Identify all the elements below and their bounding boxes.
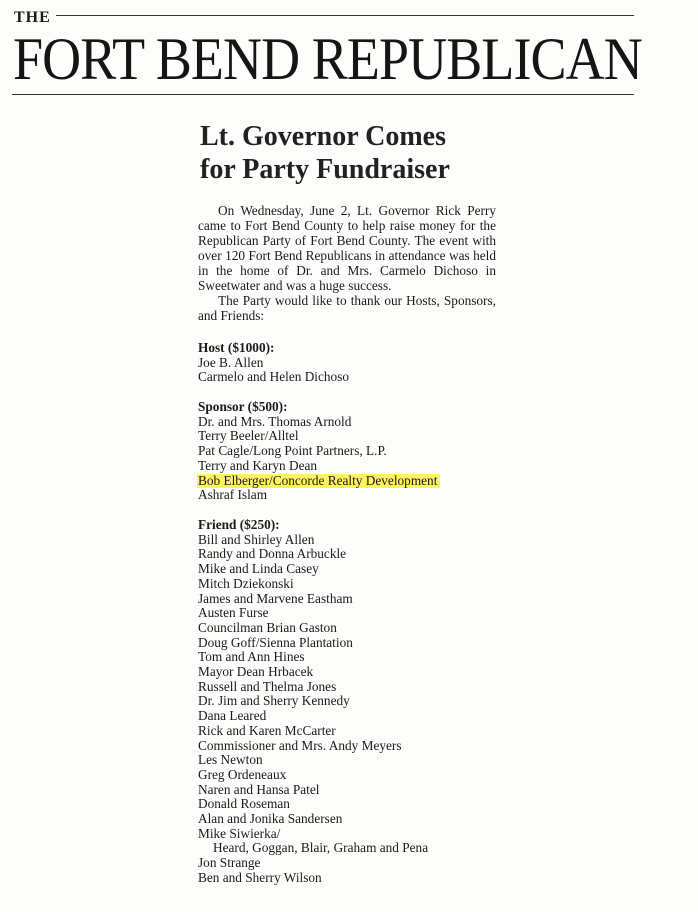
host-heading: Host ($1000): — [198, 340, 275, 355]
host-list — [198, 341, 498, 385]
friend-name: Doug Goff/Sienna Plantation — [198, 634, 353, 650]
highlighter-mark: Bob Elberger/Concorde Realty Development — [197, 474, 440, 489]
friend-name-continued: Heard, Goggan, Blair, Graham and Pena — [213, 840, 429, 856]
friend-name: Dr. Jim and Sherry Kennedy — [198, 693, 350, 709]
sponsor-name: Terry and Karyn Dean — [198, 457, 318, 473]
friend-name: Dana Leared — [198, 708, 267, 724]
friend-name: Mike Siwierka/ — [198, 825, 281, 841]
sponsor-list — [198, 400, 498, 503]
friend-name: Alan and Jonika Sandersen — [198, 811, 343, 827]
friend-name: Greg Ordeneaux — [198, 766, 287, 782]
friend-name: Russell and Thelma Jones — [198, 678, 337, 694]
friend-name: Donald Roseman — [198, 796, 290, 812]
friend-list — [198, 518, 498, 886]
sponsor-name: Pat Cagle/Long Point Partners, L.P. — [198, 443, 387, 459]
sponsor-name: Terry Beeler/Alltel — [198, 428, 299, 444]
sponsor-name: Dr. and Mrs. Thomas Arnold — [198, 413, 352, 429]
friend-name: Austen Furse — [198, 605, 269, 621]
sponsor-heading: Sponsor ($500): — [198, 399, 288, 414]
friend-name: Tom and Ann Hines — [198, 649, 305, 665]
friend-name: Commissioner and Mrs. Andy Meyers — [198, 737, 402, 753]
headline-line-1: Lt. Governor Comes — [200, 121, 446, 152]
friend-name: Bill and Shirley Allen — [198, 531, 315, 547]
friend-name: Mitch Dziekonski — [198, 575, 294, 591]
friend-name: Councilman Brian Gaston — [198, 619, 337, 635]
article-body — [198, 203, 496, 323]
article-headline — [200, 120, 520, 186]
friend-name: Mayor Dean Hrbacek — [198, 664, 314, 680]
friend-name: Naren and Hansa Patel — [198, 781, 320, 797]
friend-name: Les Newton — [198, 752, 263, 768]
friend-name: James and Marvene Eastham — [198, 590, 353, 606]
friend-heading: Friend ($250): — [198, 517, 280, 532]
article-paragraph-1: On Wednesday, June 2, Lt. Governor Rick Perry came to Fort Bend County to help raise money for the Republican Party of Fort Bend County. The event with over 120 Fort Bend Republicans in attendance was held in the home of Dr. and Mrs. Carmelo Dichoso in Sweetwater and was a huge success. — [198, 203, 496, 293]
headline-line-2: for Party Fundraiser — [200, 154, 450, 185]
friend-name: Randy and Donna Arbuckle — [198, 546, 347, 562]
friend-name: Jon Strange — [198, 855, 261, 871]
host-name: Carmelo and Helen Dichoso — [198, 369, 350, 385]
friend-name: Rick and Karen McCarter — [198, 722, 336, 738]
friend-name: Ben and Sherry Wilson — [198, 869, 322, 885]
masthead-title: FORT BEND REPUBLICAN — [13, 26, 642, 92]
article-paragraph-2: The Party would like to thank our Hosts, Sponsors, and Friends: — [198, 293, 496, 323]
host-name: Joe B. Allen — [198, 354, 264, 370]
sponsor-name-highlighted — [198, 474, 498, 489]
sponsor-name: Ashraf Islam — [198, 487, 268, 503]
friend-name: Mike and Linda Casey — [198, 561, 319, 577]
masthead-top-rule — [56, 15, 634, 16]
masthead-the: THE — [14, 9, 51, 26]
masthead-bottom-rule — [12, 94, 634, 95]
